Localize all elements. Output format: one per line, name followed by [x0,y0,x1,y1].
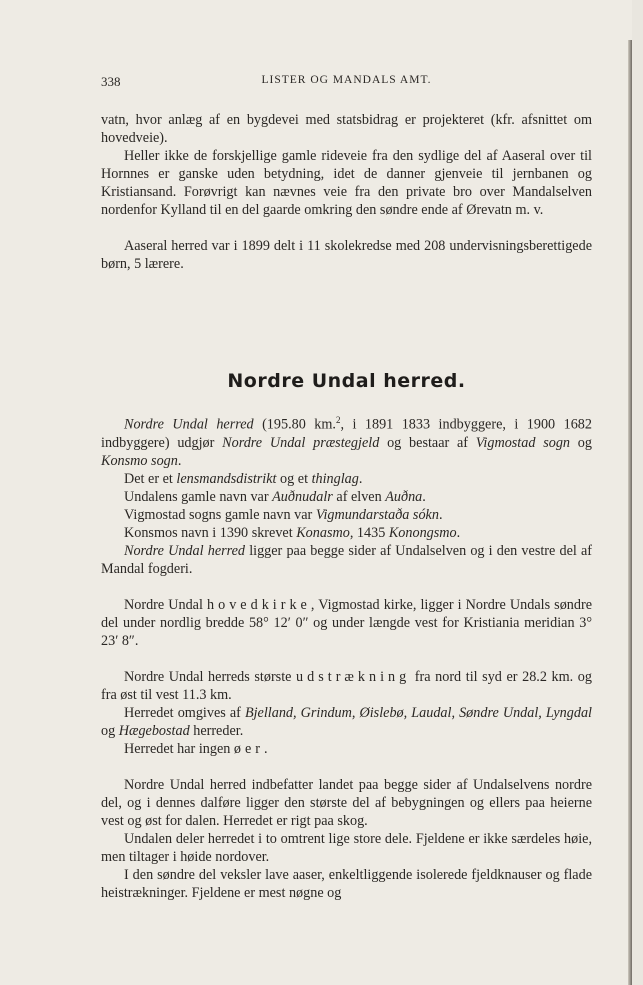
paragraph: Nordre Undal herreds største udstrækning fra nord til syd er 28.2 km. og fra øst til vest 11.3 km. [101,668,592,703]
paragraph: I den søndre del veksler lave aaser, enkeltliggende isolerede fjeldknauser og flade heistrækninger. Fjeldene er mest nøgne og [101,866,592,901]
page-number: 338 [101,74,121,89]
paragraph: Nordre Undal herred indbefatter landet paa begge sider af Undalselvens nordre del, og i dennes dalføre ligger den største del af bebygningen og ellers paa heierne vest og øst for dalen. Herredet er rigt paa skog. [101,776,592,829]
paragraph: Herredet har ingen øer. [124,740,268,757]
paragraph: Nordre Undal hovedkirke, Vigmostad kirke, ligger i Nordre Undals søndre del under nordlig bredde 58° 12′ 0″ og under længde vest for Kristiania meridian 3° 23′ 8″. [101,596,592,649]
paragraph: Konsmos navn i 1390 skrevet Konasmo, 1435 Konongsmo. [124,524,461,541]
paragraph: Det er et lensmandsdistrikt og et thinglag. [124,470,363,487]
page-edge [628,40,632,985]
top-text-block [101,111,592,273]
paragraph: Herredet omgives af Bjelland, Grindum, Øislebø, Laudal, Søndre Undal, Lyngdal og Hægebostad herreder. [101,704,592,739]
page-header [101,74,592,94]
running-title: LISTER OG MANDALS AMT. [261,74,432,86]
paragraph: Nordre Undal herred (195.80 km.$^2$, i 1891 1833 indbyggere, i 1900 1682 indbyggere) udgjør Nordre Undal præstegjeld og bestaar af Vigmostad sogn og Konsmo sogn. [101,415,592,469]
paragraph: Undalens gamle navn var Auðnudalr af elven Auðna. [124,488,426,505]
section-title: Nordre Undal herred. [227,370,466,392]
paragraph: Vigmostad sogns gamle navn var Vigmundarstaða sókn. [124,506,443,523]
paragraph: vatn, hvor anlæg af en bygdevei med statsbidrag er projekteret (kfr. afsnittet om hovedveie). [101,112,592,146]
section-text-block [101,411,592,902]
paragraph: Undalen deler herredet i to omtrent lige store dele. Fjeldene er ikke særdeles høie, men tiltager i høide nordover. [101,830,592,865]
paragraph: Nordre Undal herred ligger paa begge sider af Undalselven og i den vestre del af Mandal fogderi. [101,542,592,577]
paragraph: Aaseral herred var i 1899 delt i 11 skolekredse med 208 undervisningsberettigede børn, 5 lærere. [101,238,592,272]
paragraph: Heller ikke de forskjellige gamle rideveie fra den sydlige del af Aaseral over til Hornnes er ganske uden betydning, idet de danner gjenveie til jernbanen og Kristiansand. Forøvrigt kan nævnes veie fra den private bro over Mandalselven nordenfor Kylland til en del gaarde omkring den søndre ende af Ørevatn m. v. [101,148,592,218]
